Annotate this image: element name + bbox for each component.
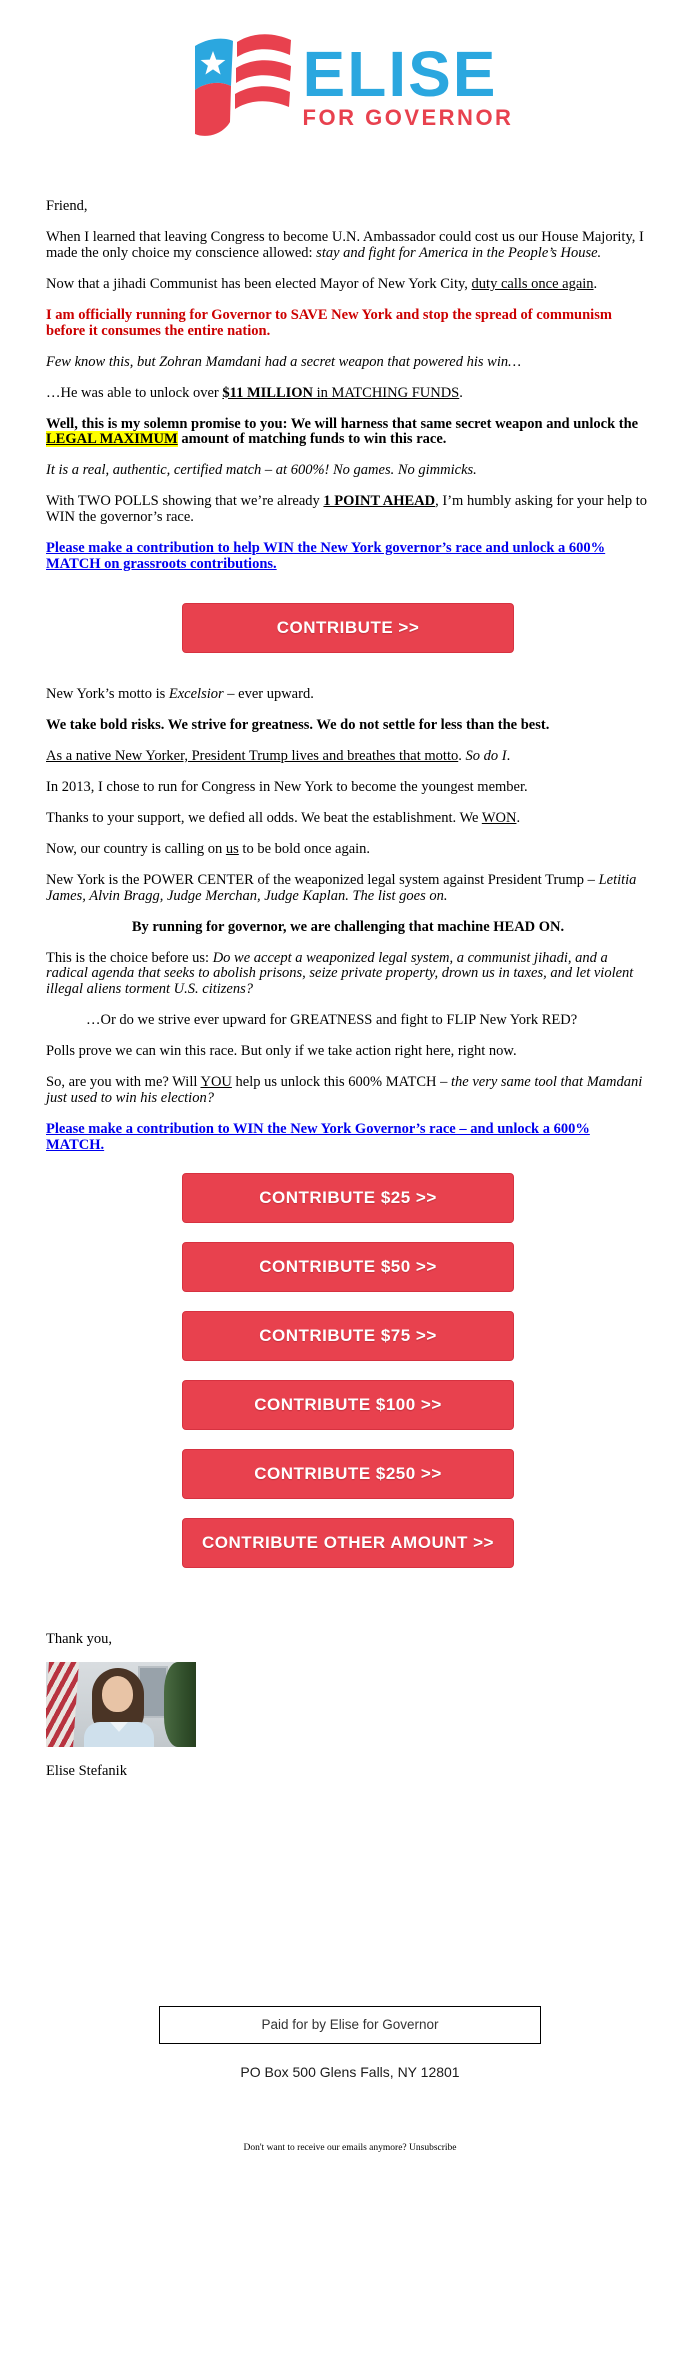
text-segment: . bbox=[459, 384, 463, 401]
text-segment: New York is the POWER CENTER of the weaponized legal system against President Trump – bbox=[46, 871, 599, 888]
paragraph bbox=[46, 920, 650, 936]
paragraph bbox=[46, 687, 650, 703]
text-segment: With TWO POLLS showing that we’re already bbox=[46, 493, 324, 510]
text-segment: Well, this is my solemn promise to you: We will harness that same secret weapon and unlock the bbox=[46, 415, 639, 432]
paragraph bbox=[46, 463, 650, 479]
contribute-100-button[interactable]: CONTRIBUTE $100 >> bbox=[182, 1380, 514, 1430]
text-segment: …He was able to unlock over bbox=[46, 384, 223, 401]
paragraph bbox=[46, 951, 650, 999]
signature-thanks: Thank you, bbox=[46, 1630, 113, 1647]
text-segment: Now that a jihadi Communist has been elected Mayor of New York City, bbox=[46, 275, 472, 292]
text-segment: Friend, bbox=[46, 198, 88, 214]
text-segment: , I’m humbly asking for your help to WIN the governor’s race. bbox=[46, 493, 647, 526]
text-segment: Letitia James, Alvin Bragg, Judge Merchan, Judge Kaplan. The list goes on. bbox=[46, 871, 637, 904]
contribute-50-button[interactable]: CONTRIBUTE $50 >> bbox=[182, 1242, 514, 1292]
text-segment: Please make a contribution to WIN the New York Governor’s race – and unlock a 600% MATCH. bbox=[46, 1121, 590, 1153]
contribute-25-button[interactable]: CONTRIBUTE $25 >> bbox=[182, 1173, 514, 1223]
photo-bush bbox=[164, 1662, 196, 1747]
campaign-logo bbox=[0, 0, 700, 145]
paragraph bbox=[46, 1044, 650, 1060]
text-segment: . bbox=[593, 275, 598, 292]
paragraph bbox=[46, 718, 650, 734]
text-segment: New York’s motto is bbox=[46, 686, 169, 703]
paragraph bbox=[46, 780, 650, 796]
paragraph bbox=[46, 230, 650, 262]
text-segment: By running for governor, we are challenging that machine HEAD ON. bbox=[131, 918, 565, 935]
text-segment: 1 POINT AHEAD bbox=[323, 493, 436, 510]
paragraph bbox=[46, 749, 650, 765]
link-paragraph bbox=[46, 1122, 650, 1154]
text-segment: in MATCHING FUNDS bbox=[313, 384, 460, 401]
signature-block bbox=[0, 1632, 700, 1780]
text-segment: YOU bbox=[200, 1074, 232, 1091]
text-segment: $11 MILLION bbox=[222, 384, 314, 401]
campaign-address: PO Box 500 Glens Falls, NY 12801 bbox=[240, 2063, 460, 2080]
flag-icon bbox=[187, 30, 297, 145]
text-segment: duty calls once again bbox=[471, 275, 594, 292]
text-segment: This is the choice before us: bbox=[46, 949, 213, 966]
elise-stefanik-photo bbox=[46, 1662, 196, 1747]
contribution-link[interactable] bbox=[46, 540, 605, 572]
paragraph bbox=[46, 277, 650, 293]
contribute-75-button[interactable]: CONTRIBUTE $75 >> bbox=[182, 1311, 514, 1361]
text-segment: In 2013, I chose to run for Congress in New York to become the youngest member. bbox=[46, 778, 528, 795]
text-segment: So do I bbox=[465, 747, 507, 764]
paragraph bbox=[46, 873, 650, 905]
paragraph bbox=[46, 811, 650, 827]
text-segment: Thanks to your support, we defied all odds. We beat the establishment. We bbox=[46, 809, 482, 826]
text-segment: the very same tool that Mamdani just used to win his election? bbox=[46, 1074, 643, 1107]
text-segment: help us unlock this 600% MATCH – bbox=[231, 1074, 451, 1091]
text-segment: Please make a contribution to help WIN the New York governor’s race and unlock a 600% MATCH on grassroots contributions. bbox=[46, 540, 606, 573]
text-segment: It is a real, authentic, certified match – at 600%! No games. No gimmicks. bbox=[46, 462, 477, 479]
text-segment: Few know this, but Zohran Mamdani had a secret weapon that powered his win… bbox=[46, 353, 521, 370]
text-segment: . bbox=[458, 747, 466, 764]
text-segment: amount of matching funds to win this race. bbox=[177, 431, 447, 448]
unsubscribe-link[interactable]: Unsubscribe bbox=[409, 2143, 457, 2154]
text-segment: . bbox=[506, 747, 511, 764]
text-segment: Do we accept a weaponized legal system, a communist jihadi, and a radical agenda that seeks to abolish prisons, seize private property, drown us in taxes, and let violent illegal aliens torment U.S. citizens? bbox=[46, 949, 634, 998]
text-segment: When I learned that leaving Congress to become U.N. Ambassador could cost us our House Majority, I made the only choice my conscience allowed: bbox=[46, 228, 644, 261]
logo-text bbox=[302, 37, 514, 130]
paragraph bbox=[46, 355, 650, 371]
logo-subtitle: FOR GOVERNOR bbox=[302, 104, 514, 130]
paragraph bbox=[46, 842, 650, 858]
email-footer bbox=[0, 2006, 700, 2168]
text-segment: Excelsior bbox=[168, 686, 224, 703]
text-segment: WON bbox=[481, 809, 517, 826]
link-paragraph bbox=[46, 541, 650, 573]
email-body bbox=[0, 199, 700, 1568]
paragraph bbox=[46, 308, 650, 340]
signature-name: Elise Stefanik bbox=[46, 1762, 127, 1779]
paragraph bbox=[46, 386, 650, 402]
contribute-other-button[interactable]: CONTRIBUTE OTHER AMOUNT >> bbox=[182, 1518, 514, 1568]
text-segment: I am officially running for Governor to SAVE New York and stop the spread of communism before it consumes the entire nation. bbox=[46, 306, 612, 339]
text-segment: – ever upward. bbox=[223, 686, 314, 703]
unsubscribe-text: Don't want to receive our emails anymore? bbox=[243, 2143, 410, 2154]
paragraph bbox=[46, 494, 650, 526]
text-segment: We take bold risks. We strive for greatness. We do not settle for less than the best. bbox=[46, 717, 550, 733]
unsubscribe-line bbox=[0, 2143, 700, 2167]
text-segment: …Or do we strive ever upward for GREATNESS and fight to FLIP New York RED? bbox=[86, 1012, 578, 1029]
paragraph bbox=[46, 417, 650, 449]
text-segment: LEGAL MAXIMUM bbox=[46, 431, 178, 448]
text-segment: As a native New Yorker, President Trump lives and breathes that motto bbox=[46, 747, 459, 764]
paragraph bbox=[46, 199, 650, 215]
text-segment: Now, our country is calling on bbox=[46, 840, 226, 857]
text-segment: . bbox=[516, 809, 521, 826]
text-segment: Polls prove we can win this race. But only if we take action right here, right now. bbox=[46, 1043, 517, 1060]
text-segment: to be bold once again. bbox=[238, 840, 371, 857]
text-segment: us bbox=[225, 840, 239, 857]
paragraph bbox=[46, 1013, 650, 1029]
text-segment: So, are you with me? Will bbox=[46, 1074, 201, 1091]
paragraph bbox=[46, 1075, 650, 1107]
paid-for-disclaimer: Paid for by Elise for Governor bbox=[159, 2006, 541, 2044]
photo-person-face bbox=[102, 1676, 133, 1712]
contribute-button[interactable]: CONTRIBUTE >> bbox=[182, 603, 514, 653]
text-segment: stay and fight for America in the People’s House. bbox=[316, 244, 602, 261]
logo-name: ELISE bbox=[302, 37, 498, 110]
contribution-link[interactable] bbox=[46, 1121, 590, 1153]
contribute-250-button[interactable]: CONTRIBUTE $250 >> bbox=[182, 1449, 514, 1499]
